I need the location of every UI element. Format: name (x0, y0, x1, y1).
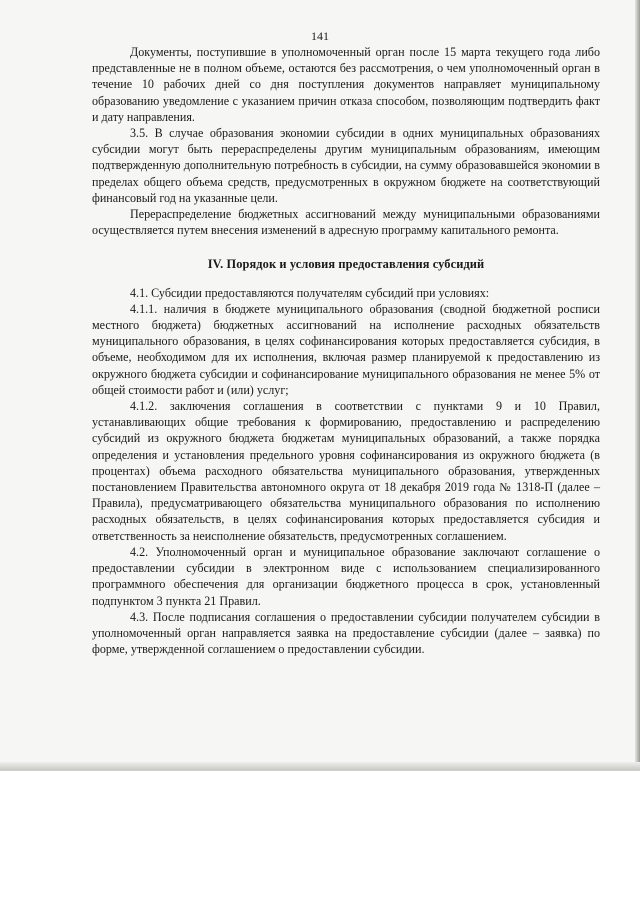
paragraph-4-3: 4.3. После подписания соглашения о предоставлении субсидии получателем субсидии в уполномоченный орган направляется заявка на предоставление субсидии (далее – заявка) по форме, утвержденной соглашением о предоставлении субсидии. (92, 609, 600, 657)
section-heading: IV. Порядок и условия предоставления субсидий (207, 257, 485, 272)
paragraph-redistribution: Перераспределение бюджетных ассигнований между муниципальными образованиями осуществляется путем внесения изменений в адресную программу капитального ремонта. (92, 207, 600, 238)
document-body (92, 44, 600, 657)
paragraph-4-1-2: 4.1.2. заключения соглашения в соответствии с пунктами 9 и 10 Правил, устанавливающих общие требования к формированию, предоставлению и распределению субсидий из окружного бюджета бюджетам муниципальных образований, а также порядка определения и установления предельного уровня софинансирования из окружного бюджета (в процентах) объема расходного обязательства муниципального образования, утвержденных постановлением Правительства автономного округа от 18 декабря 2019 года № 1318-П (далее – Правила), предусматривающего обязательства муниципального образования по исполнению расходных обязательств, в целях софинансирования которых предоставляется субсидия и ответственность за неисполнение обязательств, предусмотренных соглашением. (92, 399, 600, 543)
paragraph-4-1-1: 4.1.1. наличия в бюджете муниципального образования (сводной бюджетной росписи местного бюджета) бюджетных ассигнований на исполнение расходных обязательств муниципального образования, в целях софинансирования которых предоставляется субсидия, в объеме, необходимом для их исполнения, включая размер планируемой к предоставлению из окружного бюджета субсидии и софинансирование муниципального образования не менее 5% от общей стоимости работ и (или) услуг; (92, 301, 600, 397)
paragraph-documents-deadline: Документы, поступившие в уполномоченный орган после 15 марта текущего года либо представленные не в полном объеме, остаются без рассмотрения, о чем уполномоченный орган в течение 10 рабочих дней со дня поступления документов направляет муниципальному образованию уведомление с указанием причин отказа способом, позволяющим подтвердить факт и дату направления. (92, 45, 600, 124)
page-number: 141 (311, 29, 329, 43)
paragraph-3-5: 3.5. В случае образования экономии субсидии в одних муниципальных образованиях субсидии могут быть перераспределены другим муниципальным образованиям, имеющим подтвержденную дополнительную потребность в субсидии, на сумму образовавшейся экономии в пределах общего объема средств, предусмотренных в окружном бюджете на соответствующий финансовый год на указанные цели. (92, 126, 600, 205)
paragraph-4-1: 4.1. Субсидии предоставляются получателям субсидий при условиях: (130, 285, 490, 300)
paragraph-4-2: 4.2. Уполномоченный орган и муниципальное образование заключают соглашение о предоставлении субсидии в электронном виде с использованием специализированного программного обеспечения для организации бюджетного процесса в срок, установленный подпунктом 3 пункта 21 Правил. (92, 544, 600, 608)
